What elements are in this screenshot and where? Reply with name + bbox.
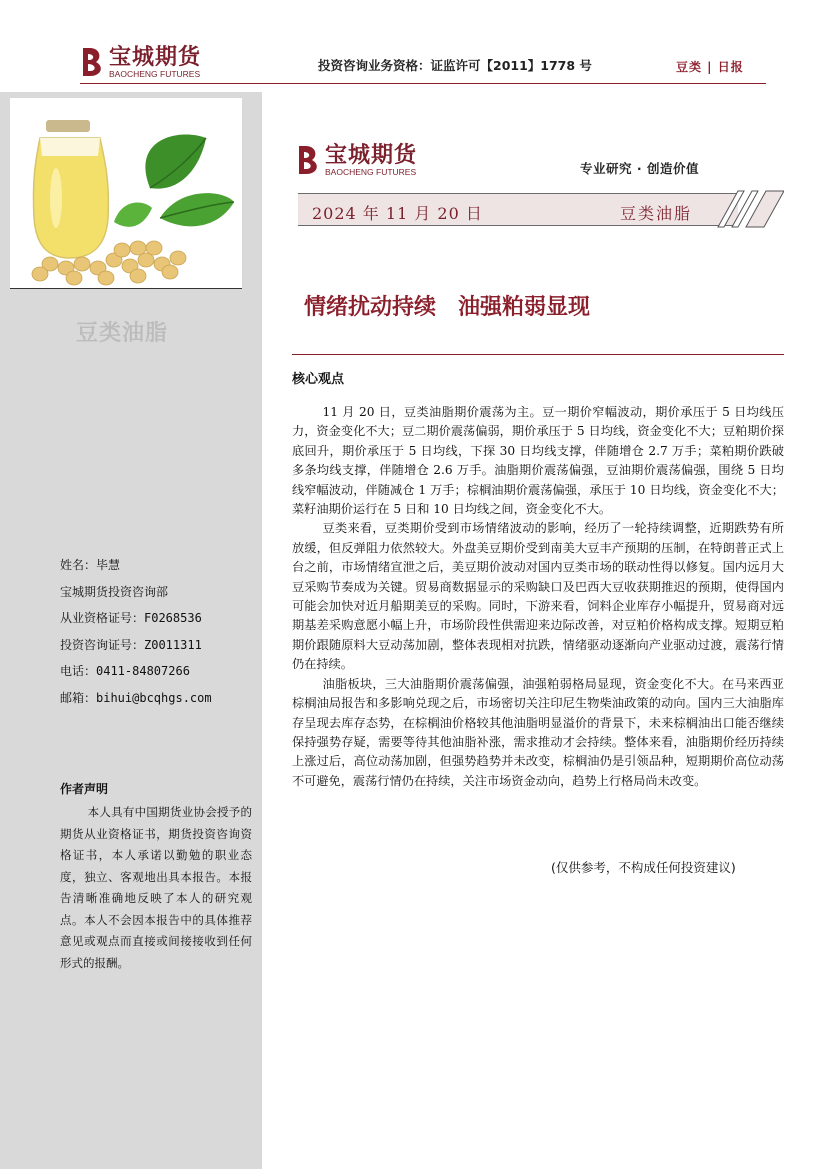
practice-license: 从业资格证号：F0268536: [60, 611, 202, 625]
date-banner: [298, 193, 738, 226]
logo-name-cn: 宝城期货: [325, 142, 418, 168]
image-divider: [10, 288, 242, 289]
report-date: 2024 年 11 月 20 日: [312, 204, 483, 223]
headline-divider: [292, 354, 784, 355]
logo-name-en: BAOCHENG FUTURES: [109, 69, 201, 79]
declaration-title: 作者声明: [60, 782, 109, 796]
soybean-oil-image: [10, 98, 242, 288]
header-logo: [80, 46, 201, 79]
disclaimer: (仅供参考，不构成任何投资建议): [551, 860, 736, 875]
analyst-contacts: [60, 556, 212, 715]
paragraph-soybean: 豆类来看，豆类期价受到市场情绪波动的影响，经历了一轮持续调整，近期跌势有所放缓，但反弹阻力依然较大。外盘美豆期价受到南美大豆丰产预期的压制，在特朗普正式上台之前，市场情绪宣泄之后，美豆期价波动对国内豆类市场的联动性得以修复。国内远月大豆采购节奏成为关键。贸易商数据显示的采购缺口及巴西大豆收获期推迟的预期，使得国内可能会加快对近月船期美豆的采购。同时，下游来看，饲料企业库存小幅提升，贸易商对远期基差采购意愿小幅上升，市场阶段性供需迎来边际改善，对豆粕价格构成支撑。短期豆粕期价跟随原料大豆动荡加剧，整体表现相对抗跌，情绪驱动逐渐向产业驱动过渡，震荡行情仍在持续。: [292, 521, 784, 672]
email: 邮箱：bihui@bcqhgs.com: [60, 690, 212, 705]
logo-name-en: BAOCHENG FUTURES: [325, 167, 417, 177]
slogan: 专业研究 · 创造价值: [580, 161, 699, 176]
analyst-department: 宝城期货投资咨询部: [60, 584, 169, 599]
brand-mark-icon: [296, 144, 322, 176]
sidebar-category: 豆类油脂: [76, 321, 169, 346]
report-headline: 情绪扰动持续 油强粕弱显现: [304, 295, 591, 320]
banner-slashes-icon: [712, 190, 784, 228]
header-divider: [80, 83, 766, 84]
paragraph-market: 11 月 20 日，豆类油脂期价震荡为主。豆一期价窄幅波动，期价承压于 5 日均线压力，资金变化不大；豆二期价震荡偏弱，期价承压于 5 日均线，资金变化不大；豆粕期价探底回升，期价承压于 5 日均线，下探 30 日均线支撑，伴随增仓 2.7 万手；菜粕期价跌破多条均线支撑，伴随增仓 2.6 万手。油脂期价震荡偏强，豆油期价震荡偏强，围绕 5 日均线窄幅波动，伴随减仓 1 万手；棕榈油期价震荡偏强，承压于 10 日均线，资金变化不大；菜籽油期价运行在 5 日和 10 日均线之间，资金变化不大。: [292, 405, 784, 517]
phone: 电话：0411-84807266: [60, 664, 190, 678]
report-category: 豆类油脂: [619, 204, 692, 223]
logo-name-cn: 宝城期货: [109, 44, 202, 70]
section-title: 核心观点: [292, 372, 345, 387]
analyst-name: 姓名：毕慧: [60, 558, 121, 572]
report-body: [292, 403, 784, 791]
paragraph-oils: 油脂板块，三大油脂期价震荡偏强，油强粕弱格局显现，资金变化不大。在马来西亚棕榈油局报告和多影响兑现之后，市场密切关注印尼生物柴油政策的动向。国内三大油脂库存呈现去库存态势，在棕榈油价格较其他油脂明显溢价的背景下，未来棕榈油出口能否继续保持强势存疑，需要等待其他油脂补涨，需求推动才会持续。整体来看，油脂期价经历持续上涨过后，高位动荡加剧，但强势趋势并未改变，棕榈油仍是引领品种，短期期价高位动荡不可避免，震荡行情仍在持续，关注市场资金动向，趋势上行格局尚未改变。: [292, 676, 784, 788]
report-logo: [296, 144, 417, 177]
consulting-license: 投资咨询证号：Z0011311: [60, 637, 202, 652]
report-tags: 豆类 | 日报: [676, 60, 744, 74]
qualification-text: 投资咨询业务资格：证监许可【2011】1778 号: [318, 58, 592, 73]
declaration-body: 本人具有中国期货业协会授予的期货从业资格证书，期货投资咨询资格证书，本人承诺以勤勉的职业态度，独立、客观地出具本报告。本报告清晰准确地反映了本人的研究观点。本人不会因本报告中的具体推荐意见或观点而直接或间接接收到任何形式的报酬。: [60, 805, 252, 970]
brand-mark-icon: [80, 46, 106, 78]
